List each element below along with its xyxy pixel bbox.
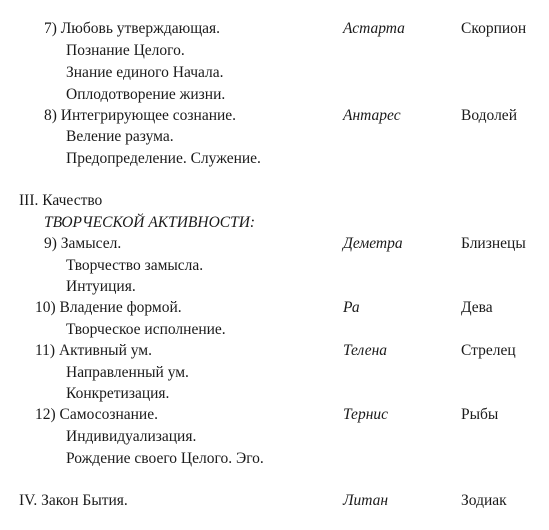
entry-10-sign: Дева bbox=[461, 299, 493, 316]
entry-11-subline bbox=[0, 383, 549, 404]
entry-8-subline bbox=[0, 126, 549, 147]
entry-8-subline-2: Предопределение. Служение. bbox=[66, 150, 261, 167]
section-iv-sign: Зодиак bbox=[461, 492, 507, 509]
entry-7-subline bbox=[0, 62, 549, 83]
entry-10-row bbox=[0, 297, 549, 318]
entry-11-title: 11) Активный ум. bbox=[35, 342, 152, 359]
entry-9-deity: Деметра bbox=[343, 235, 403, 252]
entry-11-row bbox=[0, 340, 549, 361]
entry-12-title: 12) Самосознание. bbox=[35, 406, 158, 423]
entry-8-sign: Водолей bbox=[461, 107, 517, 124]
entry-9-subline bbox=[0, 255, 549, 276]
entry-8-row bbox=[0, 105, 549, 126]
entry-8-subline bbox=[0, 148, 549, 169]
entry-9-subline-2: Интуиция. bbox=[66, 278, 136, 295]
entry-7-subline-2: Знание единого Начала. bbox=[66, 64, 224, 81]
entry-12-sign: Рыбы bbox=[461, 406, 499, 423]
entry-11-subline-2: Конкретизация. bbox=[66, 385, 170, 402]
entry-12-row bbox=[0, 404, 549, 425]
entry-9-title: 9) Замысел. bbox=[44, 235, 122, 252]
entry-12-subline bbox=[0, 426, 549, 447]
section-iv-deity: Литан bbox=[343, 492, 389, 509]
entry-7-subline bbox=[0, 40, 549, 61]
entry-7-subline-1: Познание Целого. bbox=[66, 42, 185, 59]
entry-11-subline bbox=[0, 362, 549, 383]
entry-9-subline bbox=[0, 276, 549, 297]
entry-7-row bbox=[0, 18, 549, 39]
entry-9-subline-1: Творчество замысла. bbox=[66, 257, 204, 274]
section-iii-heading-row bbox=[0, 190, 549, 211]
section-iii-subheading-row bbox=[0, 212, 549, 233]
entry-12-subline bbox=[0, 448, 549, 469]
entry-8-subline-1: Веление разума. bbox=[66, 128, 174, 145]
section-iii-heading: III. Качество bbox=[19, 192, 103, 209]
entry-7-deity: Астарта bbox=[343, 20, 405, 37]
entry-12-subline-2: Рождение своего Целого. Эго. bbox=[66, 450, 264, 467]
entry-7-title: 7) Любовь утверждающая. bbox=[44, 20, 221, 37]
entry-10-subline bbox=[0, 319, 549, 340]
entry-11-deity: Телена bbox=[343, 342, 388, 359]
section-iii-subheading: ТВОРЧЕСКОЙ АКТИВНОСТИ: bbox=[44, 214, 256, 231]
entry-10-subline-1: Творческое исполнение. bbox=[66, 321, 226, 338]
entry-9-row bbox=[0, 233, 549, 254]
entry-9-sign: Близнецы bbox=[461, 235, 526, 252]
entry-8-title: 8) Интегрирующее сознание. bbox=[44, 107, 237, 124]
section-iv-row bbox=[0, 490, 549, 511]
entry-10-title: 10) Владение формой. bbox=[35, 299, 182, 316]
section-iv-title: IV. Закон Бытия. bbox=[19, 492, 128, 509]
entry-12-subline-1: Индивидуализация. bbox=[66, 428, 197, 445]
entry-11-subline-1: Направленный ум. bbox=[66, 364, 189, 381]
entry-10-deity: Ра bbox=[343, 299, 360, 316]
entry-7-subline-3: Оплодотворение жизни. bbox=[66, 86, 226, 103]
entry-7-sign: Скорпион bbox=[461, 20, 527, 37]
entry-12-deity: Тернис bbox=[343, 406, 389, 423]
entry-7-subline bbox=[0, 84, 549, 105]
entry-11-sign: Стрелец bbox=[461, 342, 516, 359]
entry-8-deity: Антарес bbox=[343, 107, 401, 124]
